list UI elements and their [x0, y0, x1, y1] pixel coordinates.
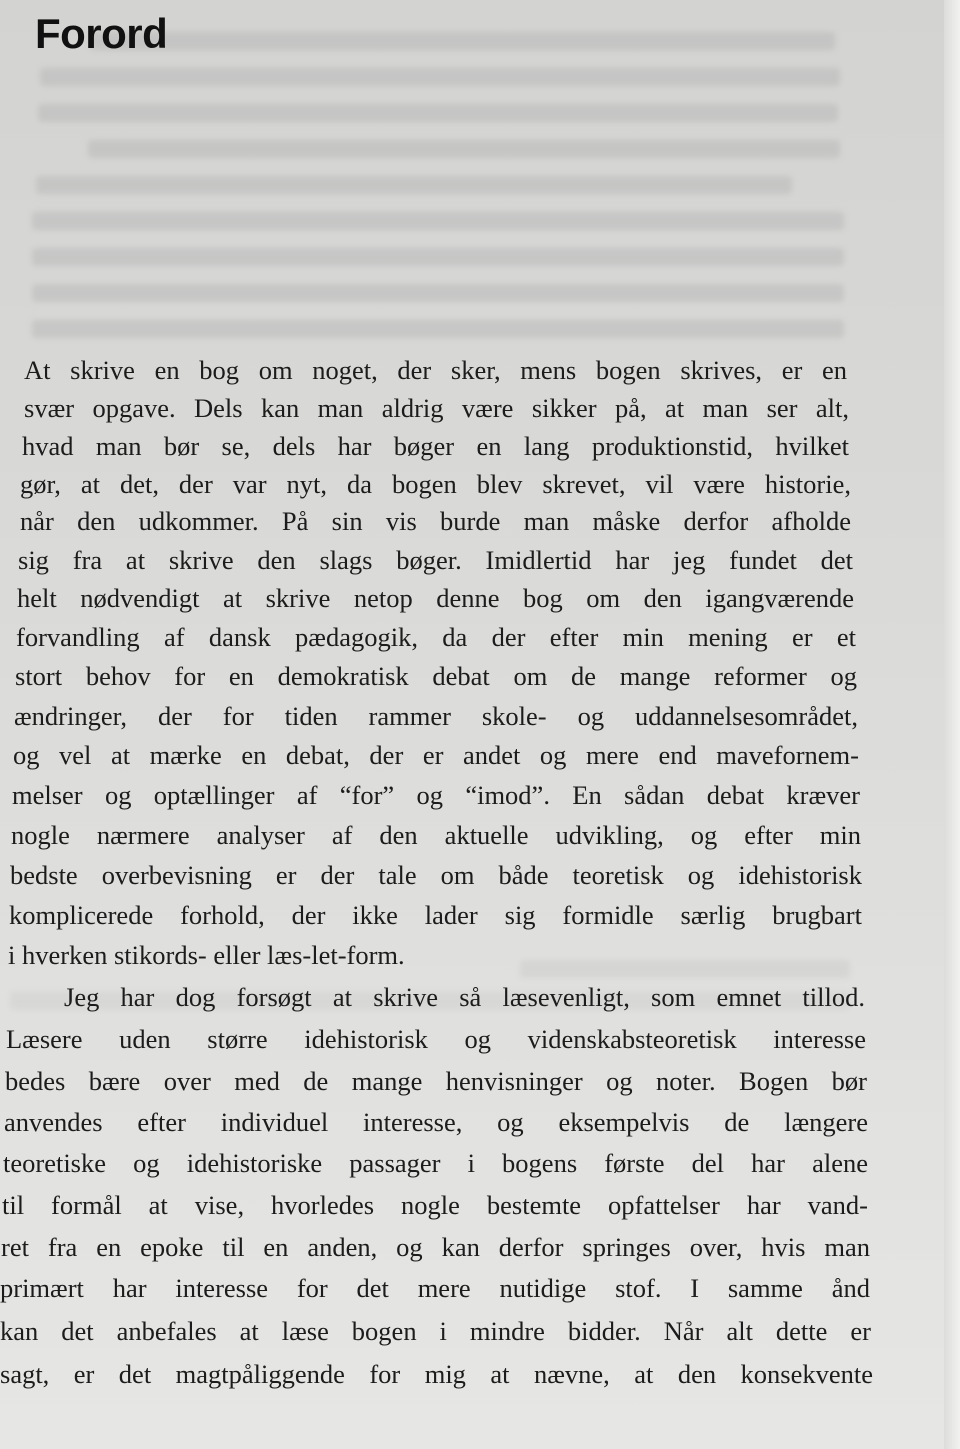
- text-line: til formål at vise, hvorledes nogle bestemte opfattelser har vand-: [2, 1190, 868, 1220]
- text-line: primært har interesse for det mere nutidige stof. I samme ånd: [0, 1273, 870, 1303]
- ghost-line: [90, 32, 835, 50]
- text-line: stort behov for en demokratisk debat om de mange reformer og: [15, 661, 857, 691]
- page-title: Forord: [35, 10, 168, 57]
- page-edge: [944, 0, 960, 1449]
- text-line: når den udkommer. På sin vis burde man måske derfor afholde: [20, 506, 851, 536]
- ghost-line: [36, 176, 792, 194]
- text-line: sagt, er det magtpåliggende for mig at nævne, at den konsekvente: [0, 1359, 873, 1389]
- text-line: Jeg har dog forsøgt at skrive så læsevenligt, som emnet tillod.: [64, 982, 865, 1012]
- ghost-line: [32, 248, 844, 266]
- ghost-line: [32, 212, 844, 230]
- text-line: i hverken stikords- eller læs-let-form.: [8, 940, 405, 970]
- ghost-line: [38, 104, 838, 122]
- ghost-line: [32, 320, 844, 338]
- ghost-line: [40, 68, 840, 86]
- text-line: anvendes efter individuel interesse, og eksempelvis de længere: [4, 1107, 868, 1137]
- text-line: kan det anbefales at læse bogen i mindre bidder. Når alt dette er: [0, 1316, 871, 1346]
- text-line: ret fra en epoke til en anden, og kan derfor springes over, hvis man: [1, 1232, 870, 1262]
- text-line: helt nødvendigt at skrive netop denne bog om den igangværende: [17, 583, 854, 613]
- text-line: komplicerede forhold, der ikke lader sig formidle særlig brugbart: [9, 900, 862, 930]
- text-line: bedes bære over med de mange henvisninger og noter. Bogen bør: [5, 1066, 867, 1096]
- text-line: svær opgave. Dels kan man aldrig være sikker på, at man ser alt,: [24, 393, 849, 423]
- text-line: melser og optællinger af “for” og “imod”. En sådan debat kræver: [12, 780, 860, 810]
- text-line: bedste overbevisning er der tale om både teoretisk og idehistorisk: [10, 860, 862, 890]
- text-line: gør, at det, der var nyt, da bogen blev skrevet, vil være historie,: [20, 469, 851, 499]
- ghost-line: [88, 140, 840, 158]
- text-line: Læsere uden større idehistorisk og videnskabsteoretisk interesse: [6, 1024, 866, 1054]
- text-line: nogle nærmere analyser af den aktuelle udvikling, og efter min: [11, 820, 861, 850]
- text-line: ændringer, der for tiden rammer skole- og uddannelsesområdet,: [14, 701, 858, 731]
- ghost-line: [32, 284, 844, 302]
- text-line: At skrive en bog om noget, der sker, mens bogen skrives, er en: [24, 355, 847, 385]
- text-line: og vel at mærke en debat, der er andet og mere end mavefornem-: [13, 740, 859, 770]
- text-line: sig fra at skrive den slags bøger. Imidlertid har jeg fundet det: [18, 545, 853, 575]
- text-line: hvad man bør se, dels har bøger en lang produktionstid, hvilket: [22, 431, 849, 461]
- text-line: forvandling af dansk pædagogik, da der efter min mening er et: [16, 622, 856, 652]
- text-line: teoretiske og idehistoriske passager i bogens første del har alene: [3, 1148, 868, 1178]
